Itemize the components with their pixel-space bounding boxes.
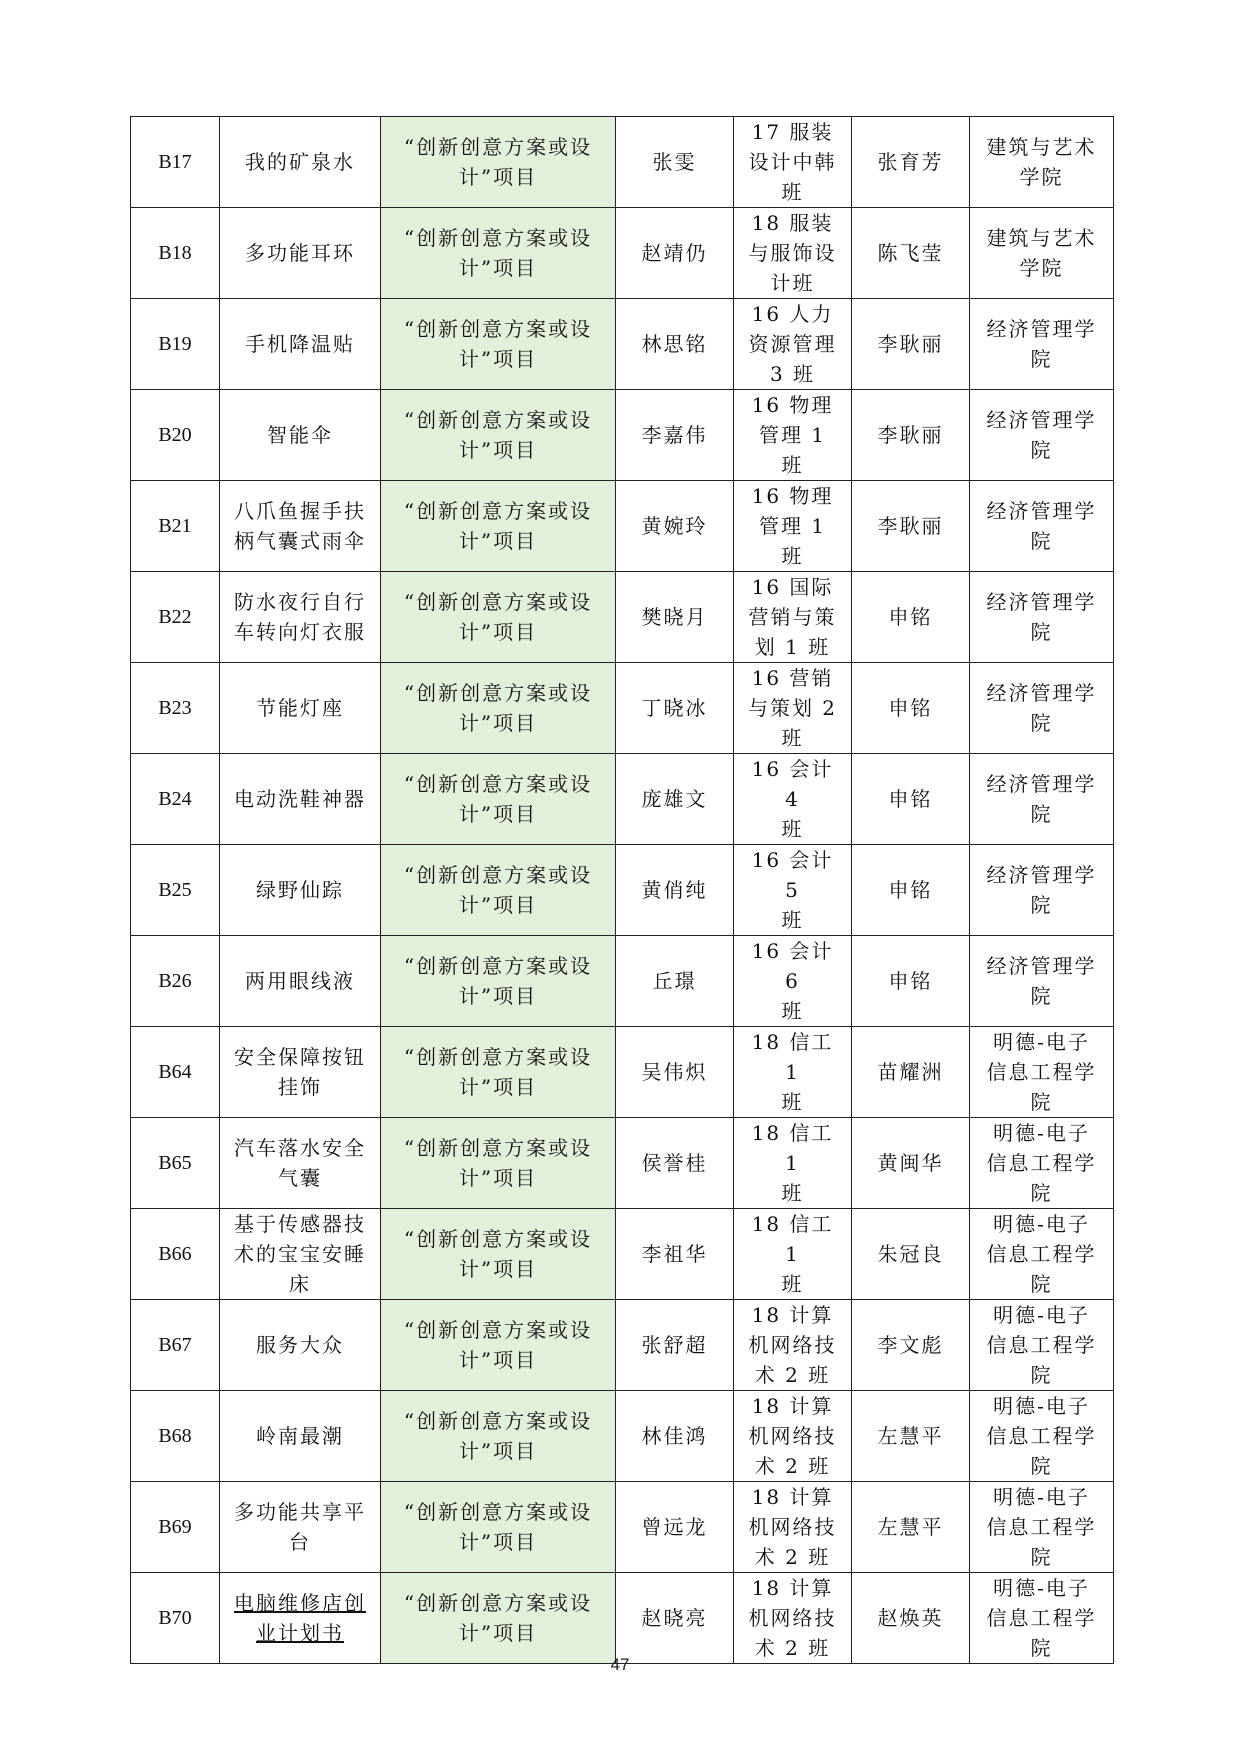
cell-college: 经济管理学 院 [970, 845, 1114, 936]
cell-advisor: 李文彪 [852, 1300, 970, 1391]
cell-project-name: 绿野仙踪 [220, 845, 381, 936]
cell-class: 16 国际 营销与策 划 1 班 [734, 572, 852, 663]
cell-advisor: 李耿丽 [852, 299, 970, 390]
cell-leader: 曾远龙 [616, 1482, 734, 1573]
cell-class: 16 物理 管理 1 班 [734, 390, 852, 481]
cell-leader: 李嘉伟 [616, 390, 734, 481]
cell-project-name: 智能伞 [220, 390, 381, 481]
cell-class: 16 人力 资源管理 3 班 [734, 299, 852, 390]
cell-category: “创新创意方案或设 计”项目 [381, 1118, 616, 1209]
table-row [131, 1573, 1114, 1664]
cell-project-name: 岭南最潮 [220, 1391, 381, 1482]
cell-advisor: 赵焕英 [852, 1573, 970, 1664]
table-row [131, 936, 1114, 1027]
cell-category: “创新创意方案或设 计”项目 [381, 481, 616, 572]
cell-class: 17 服装 设计中韩 班 [734, 117, 852, 208]
page-number: 47 [610, 1655, 630, 1674]
cell-project-name: 防水夜行自行 车转向灯衣服 [220, 572, 381, 663]
cell-leader: 林佳鸿 [616, 1391, 734, 1482]
cell-category: “创新创意方案或设 计”项目 [381, 1300, 616, 1391]
cell-college: 明德-电子 信息工程学 院 [970, 1300, 1114, 1391]
cell-advisor: 左慧平 [852, 1482, 970, 1573]
cell-class: 18 计算 机网络技 术 2 班 [734, 1573, 852, 1664]
cell-category: “创新创意方案或设 计”项目 [381, 390, 616, 481]
cell-advisor: 李耿丽 [852, 390, 970, 481]
cell-project-name: 多功能耳环 [220, 208, 381, 299]
cell-advisor: 申铭 [852, 663, 970, 754]
cell-project-name: 八爪鱼握手扶 柄气囊式雨伞 [220, 481, 381, 572]
cell-code: B26 [131, 936, 220, 1027]
cell-leader: 丘璟 [616, 936, 734, 1027]
cell-leader: 赵靖仍 [616, 208, 734, 299]
cell-class: 18 计算 机网络技 术 2 班 [734, 1482, 852, 1573]
cell-project-name: 手机降温贴 [220, 299, 381, 390]
cell-class: 16 会计 6 班 [734, 936, 852, 1027]
cell-code: B64 [131, 1027, 220, 1118]
cell-project-name: 电动洗鞋神器 [220, 754, 381, 845]
cell-category: “创新创意方案或设 计”项目 [381, 1027, 616, 1118]
cell-advisor: 黄闽华 [852, 1118, 970, 1209]
table-row [131, 1027, 1114, 1118]
cell-college: 经济管理学 院 [970, 481, 1114, 572]
cell-college: 明德-电子 信息工程学 院 [970, 1118, 1114, 1209]
cell-code: B69 [131, 1482, 220, 1573]
cell-code: B20 [131, 390, 220, 481]
cell-college: 明德-电子 信息工程学 院 [970, 1482, 1114, 1573]
cell-category: “创新创意方案或设 计”项目 [381, 663, 616, 754]
table-row [131, 1118, 1114, 1209]
cell-college: 明德-电子 信息工程学 院 [970, 1209, 1114, 1300]
cell-college: 经济管理学 院 [970, 754, 1114, 845]
cell-college: 明德-电子 信息工程学 院 [970, 1027, 1114, 1118]
table-row [131, 754, 1114, 845]
cell-leader: 林思铭 [616, 299, 734, 390]
cell-class: 18 计算 机网络技 术 2 班 [734, 1391, 852, 1482]
cell-project-name [220, 1573, 381, 1664]
cell-class: 16 会计 4 班 [734, 754, 852, 845]
cell-project-name: 汽车落水安全 气囊 [220, 1118, 381, 1209]
table-row [131, 663, 1114, 754]
cell-project-name: 安全保障按钮 挂饰 [220, 1027, 381, 1118]
cell-advisor: 陈飞莹 [852, 208, 970, 299]
cell-category: “创新创意方案或设 计”项目 [381, 1391, 616, 1482]
cell-class: 18 服装 与服饰设 计班 [734, 208, 852, 299]
cell-project-name: 多功能共享平 台 [220, 1482, 381, 1573]
cell-advisor: 张育芳 [852, 117, 970, 208]
cell-code: B25 [131, 845, 220, 936]
cell-code: B24 [131, 754, 220, 845]
cell-college: 经济管理学 院 [970, 299, 1114, 390]
table-row [131, 1209, 1114, 1300]
cell-leader: 黄婉玲 [616, 481, 734, 572]
table-row [131, 572, 1114, 663]
table-row [131, 1300, 1114, 1391]
cell-code: B68 [131, 1391, 220, 1482]
cell-college: 建筑与艺术 学院 [970, 117, 1114, 208]
cell-class: 18 信工 1 班 [734, 1118, 852, 1209]
cell-code: B23 [131, 663, 220, 754]
cell-leader: 赵晓亮 [616, 1573, 734, 1664]
cell-college: 经济管理学 院 [970, 390, 1114, 481]
cell-advisor: 李耿丽 [852, 481, 970, 572]
cell-project-name: 服务大众 [220, 1300, 381, 1391]
cell-college: 建筑与艺术 学院 [970, 208, 1114, 299]
cell-category: “创新创意方案或设 计”项目 [381, 299, 616, 390]
cell-class: 18 信工 1 班 [734, 1209, 852, 1300]
cell-class: 16 营销 与策划 2 班 [734, 663, 852, 754]
cell-category: “创新创意方案或设 计”项目 [381, 845, 616, 936]
table-body [131, 117, 1114, 1664]
cell-college: 明德-电子 信息工程学 院 [970, 1573, 1114, 1664]
cell-leader: 丁晓冰 [616, 663, 734, 754]
cell-leader: 黄俏纯 [616, 845, 734, 936]
cell-college: 明德-电子 信息工程学 院 [970, 1391, 1114, 1482]
cell-leader: 吴伟炽 [616, 1027, 734, 1118]
cell-project-name: 我的矿泉水 [220, 117, 381, 208]
cell-advisor: 申铭 [852, 572, 970, 663]
cell-advisor: 申铭 [852, 754, 970, 845]
cell-category: “创新创意方案或设 计”项目 [381, 208, 616, 299]
cell-leader: 侯誉桂 [616, 1118, 734, 1209]
cell-code: B65 [131, 1118, 220, 1209]
table-row [131, 1391, 1114, 1482]
cell-category: “创新创意方案或设 计”项目 [381, 1482, 616, 1573]
project-table [130, 116, 1114, 1664]
cell-code: B21 [131, 481, 220, 572]
cell-code: B19 [131, 299, 220, 390]
cell-advisor: 苗耀洲 [852, 1027, 970, 1118]
cell-college: 经济管理学 院 [970, 572, 1114, 663]
project-link[interactable]: 电脑维修店创 业计划书 [234, 1591, 366, 1645]
cell-project-name: 基于传感器技 术的宝宝安睡 床 [220, 1209, 381, 1300]
table-row [131, 481, 1114, 572]
cell-code: B67 [131, 1300, 220, 1391]
cell-category: “创新创意方案或设 计”项目 [381, 754, 616, 845]
cell-category: “创新创意方案或设 计”项目 [381, 936, 616, 1027]
table-row [131, 845, 1114, 936]
table-row [131, 299, 1114, 390]
cell-project-name: 两用眼线液 [220, 936, 381, 1027]
cell-advisor: 申铭 [852, 845, 970, 936]
cell-class: 18 信工 1 班 [734, 1027, 852, 1118]
cell-leader: 张雯 [616, 117, 734, 208]
table-row [131, 390, 1114, 481]
cell-category: “创新创意方案或设 计”项目 [381, 117, 616, 208]
cell-code: B17 [131, 117, 220, 208]
cell-college: 经济管理学 院 [970, 663, 1114, 754]
cell-leader: 李祖华 [616, 1209, 734, 1300]
cell-category: “创新创意方案或设 计”项目 [381, 1209, 616, 1300]
table-row [131, 1482, 1114, 1573]
cell-advisor: 左慧平 [852, 1391, 970, 1482]
cell-code: B18 [131, 208, 220, 299]
cell-advisor: 申铭 [852, 936, 970, 1027]
cell-college: 经济管理学 院 [970, 936, 1114, 1027]
cell-class: 16 会计 5 班 [734, 845, 852, 936]
cell-advisor: 朱冠良 [852, 1209, 970, 1300]
cell-class: 16 物理 管理 1 班 [734, 481, 852, 572]
cell-leader: 樊晓月 [616, 572, 734, 663]
cell-class: 18 计算 机网络技 术 2 班 [734, 1300, 852, 1391]
cell-category: “创新创意方案或设 计”项目 [381, 1573, 616, 1664]
cell-category: “创新创意方案或设 计”项目 [381, 572, 616, 663]
cell-code: B70 [131, 1573, 220, 1664]
cell-code: B22 [131, 572, 220, 663]
cell-leader: 张舒超 [616, 1300, 734, 1391]
cell-leader: 庞雄文 [616, 754, 734, 845]
table-row [131, 208, 1114, 299]
table-row [131, 117, 1114, 208]
cell-code: B66 [131, 1209, 220, 1300]
cell-project-name: 节能灯座 [220, 663, 381, 754]
